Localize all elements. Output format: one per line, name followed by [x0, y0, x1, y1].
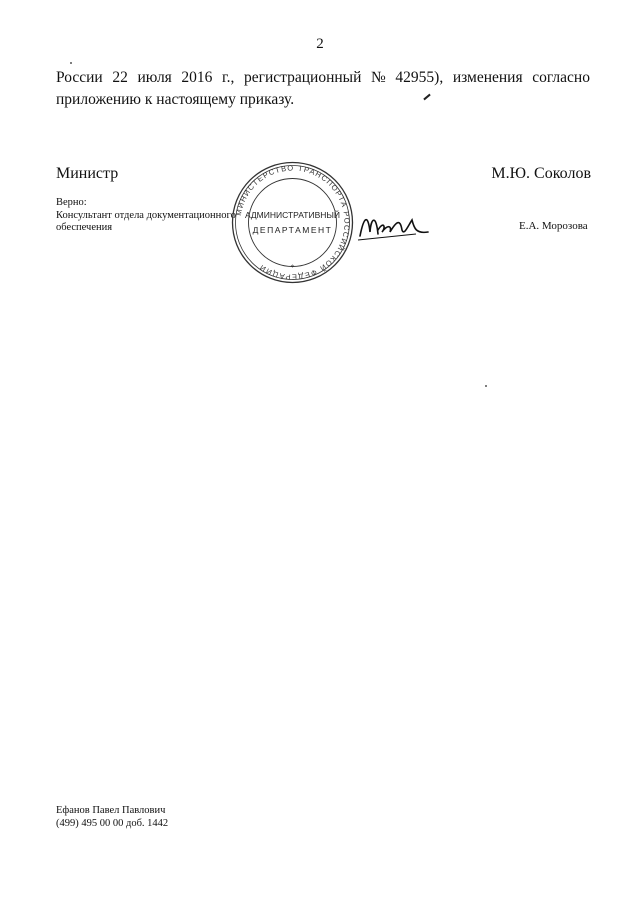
- footer-author: Ефанов Павел Павлович: [56, 805, 166, 816]
- word: России: [56, 69, 103, 86]
- word: 22: [112, 69, 128, 86]
- scan-speck: [485, 385, 487, 387]
- official-stamp: [230, 160, 355, 285]
- body-line-1: [56, 67, 590, 89]
- stamp-inner-line2: ДЕПАРТАМЕНТ: [252, 225, 333, 235]
- scan-speck: [70, 62, 72, 64]
- footer-phone: (499) 495 00 00 доб. 1442: [56, 818, 169, 829]
- word: изменения: [452, 69, 523, 86]
- certifier-name: Е.А. Морозова: [519, 220, 588, 232]
- stamp-inner-line1: АДМИНИСТРАТИВНЫЙ: [244, 210, 341, 220]
- handwritten-signature: [356, 206, 431, 246]
- word: регистрационный: [244, 69, 362, 86]
- word: июля: [137, 69, 172, 86]
- word: согласно: [532, 69, 590, 86]
- stamp-outer-text: МИНИСТЕРСТВО ТРАНСПОРТА РОССИЙСКОЙ ФЕДЕРАЦИИ: [233, 163, 352, 282]
- footer-contact: [56, 804, 168, 830]
- certification-label: Верно:: [56, 197, 87, 208]
- signatory-title: Министр: [56, 165, 119, 182]
- signatory-name: М.Ю. Соколов: [491, 165, 591, 182]
- body-paragraph: [56, 67, 590, 111]
- word: 2016: [181, 69, 213, 86]
- page-number: 2: [316, 36, 324, 52]
- word: 42955),: [395, 69, 444, 86]
- certification-block: [56, 197, 256, 235]
- certification-position-line2: обеспечения: [56, 222, 113, 233]
- word: г.,: [222, 69, 235, 86]
- body-line-2: приложению к настоящему приказу.: [56, 91, 295, 108]
- certification-position-line1: Консультант отдела документационного: [56, 209, 236, 221]
- svg-text:*: *: [290, 263, 295, 272]
- word: №: [371, 69, 386, 86]
